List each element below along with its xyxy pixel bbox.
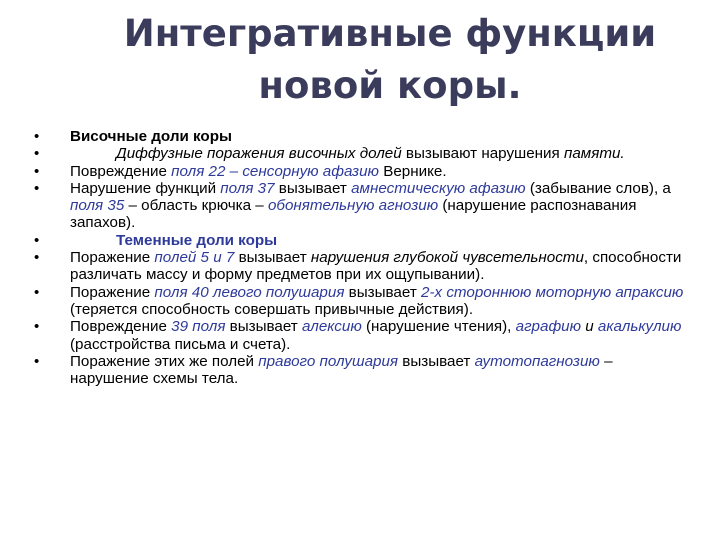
bullet-icon: • — [34, 318, 40, 336]
text-segment: (расстройства письма и счета). — [70, 335, 291, 353]
text-segment: (нарушение распознавания запахов). — [70, 197, 637, 232]
text-segment: акалькулию — [597, 318, 682, 336]
text-segment: нарушения глубокой чувсетельности — [310, 249, 584, 267]
list-item — [34, 145, 694, 162]
text-segment: правого полушария — [258, 352, 399, 370]
text-segment: (нарушение чтения), — [361, 318, 516, 336]
text-segment: Нарушение функций — [70, 179, 221, 197]
text-segment: Теменные доли коры — [116, 231, 278, 249]
text-segment: памяти. — [563, 145, 625, 163]
text-segment: обонятельную агнозию — [267, 197, 439, 215]
text-segment: аграфию — [515, 318, 582, 336]
text-segment: вызывает — [225, 318, 302, 336]
text-segment: Диффузные поражения височных долей — [116, 145, 402, 163]
bullet-icon: • — [34, 249, 40, 267]
list-item — [34, 128, 694, 145]
list-item-text — [70, 128, 232, 145]
bullet-icon: • — [34, 128, 40, 145]
text-segment: – область крючка – — [124, 197, 268, 215]
list-item-text — [70, 232, 277, 249]
bullet-icon: • — [34, 162, 40, 180]
list-item-text — [70, 353, 613, 387]
list-item — [34, 180, 694, 232]
text-segment: Повреждение — [70, 318, 172, 336]
text-segment: алексию — [301, 318, 362, 336]
text-segment: Поражение этих же полей — [70, 352, 259, 370]
text-segment: 2-х стороннюю моторную апраксию — [421, 283, 684, 301]
text-segment: Повреждение — [70, 162, 172, 180]
text-segment: полей 5 и 7 — [154, 249, 235, 267]
title-line-1: Интегративные функции — [123, 12, 657, 55]
text-segment: и — [581, 318, 598, 336]
list-item — [34, 353, 694, 388]
text-segment: – — [225, 162, 243, 180]
text-segment: вызывает — [398, 352, 475, 370]
text-segment: амнестическую афазию — [351, 179, 526, 197]
text-segment: (теряется способность совершать привычные действия). — [70, 300, 474, 318]
list-item-text — [70, 284, 683, 318]
text-segment: Поражение — [70, 283, 155, 301]
list-item-text — [70, 180, 671, 232]
text-segment: (забывание слов), а — [525, 179, 671, 197]
text-segment: Вернике. — [378, 162, 447, 180]
text-segment: Поражение — [70, 249, 155, 267]
text-segment: поля 37 — [220, 179, 275, 197]
list-item-text — [70, 249, 681, 283]
list-item-text — [70, 318, 681, 352]
title-line-2: новой коры. — [258, 64, 522, 107]
text-segment: , способности различать массу и форму предметов при их ощупывании). — [70, 249, 682, 284]
slide-title — [70, 8, 710, 112]
list-item — [34, 232, 694, 249]
bullet-list — [34, 128, 694, 387]
list-item-text — [70, 145, 625, 162]
text-segment: поля 35 — [70, 197, 125, 215]
text-segment: вызывает — [344, 283, 421, 301]
text-segment: поля 40 левого полушария — [154, 283, 345, 301]
list-item — [34, 318, 694, 353]
text-segment: Височные доли коры — [70, 128, 232, 145]
list-item — [34, 163, 694, 180]
bullet-icon: • — [34, 352, 40, 370]
list-item — [34, 249, 694, 284]
bullet-icon: • — [34, 231, 40, 249]
bullet-icon: • — [34, 179, 40, 197]
text-segment: аутотопагнозию — [474, 352, 600, 370]
text-segment: 39 поля — [171, 318, 226, 336]
text-segment: вызывает — [234, 249, 311, 267]
bullet-icon: • — [34, 145, 40, 163]
text-segment: поля 22 — [171, 162, 226, 180]
text-segment: вызывают нарушения — [401, 145, 564, 163]
list-item-text — [70, 163, 447, 180]
text-segment: вызывает — [274, 179, 352, 197]
text-segment: – нарушение схемы тела. — [70, 352, 613, 388]
text-segment: сенсорную афазию — [242, 162, 379, 180]
list-item — [34, 284, 694, 319]
bullet-icon: • — [34, 283, 40, 301]
